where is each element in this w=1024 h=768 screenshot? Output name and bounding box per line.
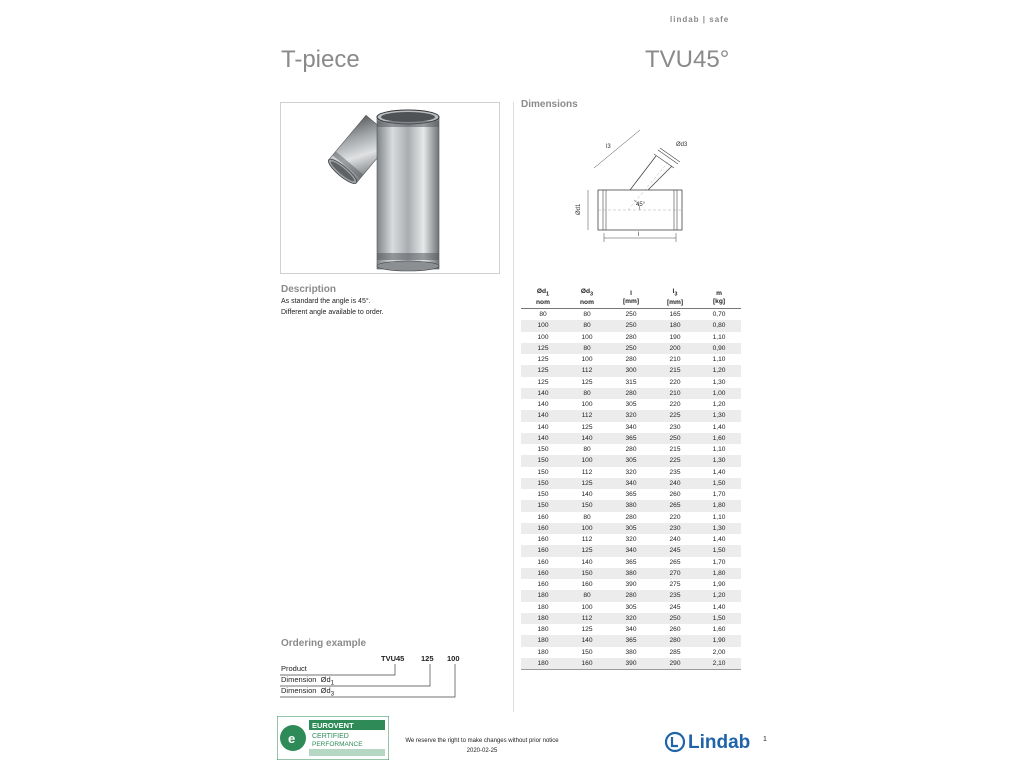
table-cell: 1,50 bbox=[697, 545, 741, 556]
table-cell: 340 bbox=[625, 626, 637, 634]
table-cell: 340 bbox=[609, 545, 653, 556]
table-cell: 290 bbox=[653, 658, 697, 670]
table-cell: 160 bbox=[537, 581, 549, 589]
footer-date: 2020-02-25 bbox=[466, 748, 498, 754]
footer-notice: We reserve the right to make changes without prior notice bbox=[405, 738, 559, 744]
table-row bbox=[521, 433, 741, 444]
table-cell: 305 bbox=[625, 603, 637, 611]
table-row bbox=[521, 557, 741, 568]
table-cell: 140 bbox=[565, 635, 609, 646]
table-row bbox=[521, 309, 741, 321]
table-cell: 250 bbox=[653, 613, 697, 624]
column-divider bbox=[513, 102, 514, 712]
order-code-d1: 125 bbox=[421, 654, 434, 663]
table-cell: 80 bbox=[565, 590, 609, 601]
header-l: l [mm] bbox=[609, 287, 653, 309]
table-cell: 270 bbox=[653, 568, 697, 579]
table-cell: 80 bbox=[565, 343, 609, 354]
table-cell: 125 bbox=[521, 365, 565, 376]
table-cell: 1,60 bbox=[712, 626, 726, 634]
table-cell: 235 bbox=[653, 590, 697, 601]
table-cell: 225 bbox=[653, 455, 697, 466]
table-cell: 150 bbox=[565, 500, 609, 511]
table-cell: 250 bbox=[609, 320, 653, 331]
table-cell: 1,30 bbox=[697, 410, 741, 421]
table-cell: 235 bbox=[669, 468, 681, 476]
table-cell: 160 bbox=[565, 658, 609, 670]
table-cell: 220 bbox=[669, 401, 681, 409]
table-cell: 240 bbox=[669, 536, 681, 544]
table-cell: 140 bbox=[537, 423, 549, 431]
table-cell: 160 bbox=[521, 568, 565, 579]
table-cell: 1,30 bbox=[697, 523, 741, 534]
table-cell: 140 bbox=[537, 401, 549, 409]
order-label-d1: Dimension $Ød_1$ bbox=[281, 675, 335, 687]
table-cell: 305 bbox=[609, 455, 653, 466]
table-cell: 180 bbox=[537, 626, 549, 634]
table-cell: 0,70 bbox=[712, 311, 726, 319]
table-cell: 365 bbox=[609, 433, 653, 444]
table-cell: 1,20 bbox=[712, 401, 726, 409]
table-cell: 305 bbox=[609, 523, 653, 534]
table-row bbox=[521, 332, 741, 343]
table-cell: 1,50 bbox=[697, 478, 741, 489]
description-line-2: Different angle available to order. bbox=[281, 309, 384, 316]
table-cell: 160 bbox=[537, 513, 549, 521]
table-cell: 0,90 bbox=[697, 343, 741, 354]
table-cell: 285 bbox=[669, 648, 681, 656]
table-cell: 80 bbox=[539, 311, 547, 319]
table-cell: 2,00 bbox=[712, 648, 726, 656]
table-cell: 210 bbox=[653, 388, 697, 399]
table-row bbox=[521, 635, 741, 646]
table-cell: 340 bbox=[609, 478, 653, 489]
table-row bbox=[521, 613, 741, 624]
header-l3: $l_3$ [mm] bbox=[653, 287, 697, 309]
table-row bbox=[521, 579, 741, 590]
table-cell: 190 bbox=[669, 333, 681, 341]
table-cell: 1,20 bbox=[697, 590, 741, 601]
table-cell: 140 bbox=[521, 388, 565, 399]
table-cell: 140 bbox=[521, 410, 565, 421]
table-cell: 125 bbox=[521, 343, 565, 354]
table-cell: 280 bbox=[609, 590, 653, 601]
svg-text:PERFORMANCE: PERFORMANCE bbox=[312, 741, 363, 748]
table-cell: 380 bbox=[625, 648, 637, 656]
table-cell: 150 bbox=[521, 478, 565, 489]
table-cell: 150 bbox=[537, 491, 549, 499]
table-cell: 1,80 bbox=[697, 568, 741, 579]
brand-tagline: lindab | safe bbox=[670, 15, 730, 24]
table-cell: 150 bbox=[521, 455, 565, 466]
table-cell: 150 bbox=[565, 568, 609, 579]
table-cell: 125 bbox=[565, 478, 609, 489]
header-d3: $Ød_3$ nom bbox=[565, 287, 609, 309]
table-row bbox=[521, 467, 741, 478]
order-label-product: Product bbox=[281, 664, 307, 673]
table-cell: 380 bbox=[609, 568, 653, 579]
table-cell: 250 bbox=[653, 433, 697, 444]
table-cell: 80 bbox=[565, 388, 609, 399]
table-row bbox=[521, 534, 741, 545]
table-cell: 315 bbox=[625, 378, 637, 386]
table-cell: 200 bbox=[653, 343, 697, 354]
table-cell: 1,00 bbox=[697, 388, 741, 399]
table-cell: 80 bbox=[583, 513, 591, 521]
table-cell: 1,80 bbox=[697, 500, 741, 511]
lindab-logo-icon bbox=[664, 731, 686, 753]
table-cell: 320 bbox=[625, 468, 637, 476]
table-cell: 100 bbox=[521, 320, 565, 331]
table-cell: 365 bbox=[625, 491, 637, 499]
table-cell: 1,70 bbox=[712, 491, 726, 499]
table-cell: 160 bbox=[537, 536, 549, 544]
table-cell: 320 bbox=[609, 613, 653, 624]
table-row bbox=[521, 647, 741, 658]
table-cell: 260 bbox=[669, 491, 681, 499]
table-cell: 180 bbox=[537, 603, 549, 611]
order-code-d3: 100 bbox=[447, 654, 460, 663]
svg-text:e: e bbox=[288, 731, 296, 746]
table-cell: 305 bbox=[625, 401, 637, 409]
table-row bbox=[521, 343, 741, 354]
table-cell: 125 bbox=[537, 378, 549, 386]
order-code-product: TVU45 bbox=[381, 654, 405, 663]
table-cell: 1,50 bbox=[697, 613, 741, 624]
table-cell: 320 bbox=[609, 410, 653, 421]
table-cell: 100 bbox=[581, 356, 593, 364]
table-cell: 100 bbox=[565, 523, 609, 534]
table-cell: 112 bbox=[565, 410, 609, 421]
lindab-logo-text: Lindab bbox=[688, 732, 751, 753]
table-row bbox=[521, 489, 741, 500]
eurovent-badge bbox=[277, 716, 389, 760]
table-row bbox=[521, 568, 741, 579]
table-cell: 280 bbox=[609, 388, 653, 399]
table-cell: 160 bbox=[581, 581, 593, 589]
table-cell: 180 bbox=[537, 648, 549, 656]
table-header-row bbox=[521, 287, 741, 309]
label-l: l bbox=[638, 232, 640, 238]
label-d3: Ød3 bbox=[676, 142, 688, 148]
table-row bbox=[521, 523, 741, 534]
header-m: m [kg] bbox=[697, 287, 741, 309]
table-cell: 280 bbox=[625, 333, 637, 341]
table-row bbox=[521, 590, 741, 601]
description-heading: Description bbox=[281, 284, 337, 295]
table-cell: 100 bbox=[565, 455, 609, 466]
dimensions-heading: Dimensions bbox=[521, 99, 578, 110]
table-cell: 180 bbox=[521, 635, 565, 646]
table-cell: 150 bbox=[581, 648, 593, 656]
table-cell: 140 bbox=[581, 491, 593, 499]
order-label-d3: Dimension $Ød_3$ bbox=[281, 686, 335, 698]
svg-text:EUROVENT: EUROVENT bbox=[312, 721, 354, 730]
table-cell: 80 bbox=[565, 320, 609, 331]
product-photo bbox=[280, 102, 500, 274]
table-cell: 112 bbox=[581, 468, 593, 476]
svg-text:CERTIFIED: CERTIFIED bbox=[312, 733, 349, 740]
label-angle: 45° bbox=[636, 202, 646, 208]
table-row bbox=[521, 455, 741, 466]
table-cell: 265 bbox=[653, 500, 697, 511]
table-cell: 180 bbox=[521, 590, 565, 601]
page-title: T-piece bbox=[281, 46, 360, 73]
table-cell: 100 bbox=[581, 603, 593, 611]
table-cell: 265 bbox=[669, 558, 681, 566]
table-cell: 1,90 bbox=[712, 581, 726, 589]
table-cell: 300 bbox=[609, 365, 653, 376]
table-cell: 250 bbox=[609, 343, 653, 354]
dimension-drawing bbox=[570, 130, 710, 245]
header-d1: $Ød_1$ nom bbox=[521, 287, 565, 309]
table-cell: 240 bbox=[653, 478, 697, 489]
table-cell: 1,30 bbox=[712, 378, 726, 386]
product-photo-illustration bbox=[281, 103, 499, 273]
table-cell: 245 bbox=[669, 603, 681, 611]
table-cell: 1,10 bbox=[712, 446, 726, 454]
table-cell: 2,10 bbox=[697, 658, 741, 670]
table-cell: 150 bbox=[521, 500, 565, 511]
table-cell: 165 bbox=[669, 311, 681, 319]
table-cell: 215 bbox=[653, 365, 697, 376]
table-row bbox=[521, 658, 741, 670]
table-cell: 280 bbox=[625, 446, 637, 454]
table-cell: 260 bbox=[669, 626, 681, 634]
table-cell: 220 bbox=[669, 513, 681, 521]
table-cell: 1,40 bbox=[712, 468, 726, 476]
table-row bbox=[521, 512, 741, 523]
table-cell: 230 bbox=[653, 523, 697, 534]
table-row bbox=[521, 444, 741, 455]
product-code: TVU45° bbox=[645, 46, 730, 73]
table-cell: 380 bbox=[609, 500, 653, 511]
table-cell: 112 bbox=[565, 365, 609, 376]
table-cell: 1,60 bbox=[697, 433, 741, 444]
table-cell: 215 bbox=[669, 446, 681, 454]
table-cell: 180 bbox=[521, 658, 565, 670]
table-cell: 140 bbox=[581, 558, 593, 566]
table-cell: 1,40 bbox=[712, 423, 726, 431]
table-row bbox=[521, 399, 741, 410]
table-row bbox=[521, 624, 741, 635]
table-cell: 280 bbox=[653, 635, 697, 646]
table-cell: 0,80 bbox=[697, 320, 741, 331]
table-cell: 390 bbox=[609, 658, 653, 670]
table-cell: 80 bbox=[583, 311, 591, 319]
table-row bbox=[521, 354, 741, 365]
table-cell: 225 bbox=[653, 410, 697, 421]
table-cell: 125 bbox=[581, 626, 593, 634]
table-row bbox=[521, 388, 741, 399]
table-row bbox=[521, 500, 741, 511]
table-cell: 150 bbox=[537, 446, 549, 454]
table-cell: 160 bbox=[521, 545, 565, 556]
table-cell: 150 bbox=[537, 468, 549, 476]
table-cell: 125 bbox=[581, 378, 593, 386]
table-row bbox=[521, 422, 741, 433]
table-cell: 365 bbox=[609, 635, 653, 646]
eurovent-logo-icon bbox=[277, 716, 389, 760]
table-cell: 160 bbox=[537, 558, 549, 566]
label-l3: l3 bbox=[606, 144, 611, 150]
table-cell: 220 bbox=[669, 378, 681, 386]
table-row bbox=[521, 602, 741, 613]
table-cell: 275 bbox=[669, 581, 681, 589]
table-cell: 210 bbox=[669, 356, 681, 364]
table-cell: 1,10 bbox=[712, 356, 726, 364]
table-cell: 1,70 bbox=[712, 558, 726, 566]
table-cell: 340 bbox=[625, 423, 637, 431]
table-cell: 1,90 bbox=[697, 635, 741, 646]
table-cell: 100 bbox=[537, 333, 549, 341]
table-cell: 140 bbox=[565, 433, 609, 444]
label-d1: Ød1 bbox=[576, 203, 582, 215]
table-cell: 230 bbox=[669, 423, 681, 431]
table-cell: 112 bbox=[565, 613, 609, 624]
table-cell: 100 bbox=[581, 401, 593, 409]
table-cell: 100 bbox=[581, 333, 593, 341]
table-cell: 125 bbox=[537, 356, 549, 364]
table-row bbox=[521, 410, 741, 421]
table-row bbox=[521, 365, 741, 376]
table-cell: 180 bbox=[653, 320, 697, 331]
table-cell: 245 bbox=[653, 545, 697, 556]
dimensions-table bbox=[521, 287, 741, 670]
table-cell: 125 bbox=[565, 545, 609, 556]
table-cell: 280 bbox=[625, 356, 637, 364]
ordering-heading: Ordering example bbox=[281, 638, 367, 649]
table-cell: 250 bbox=[625, 311, 637, 319]
table-cell: 1,30 bbox=[697, 455, 741, 466]
table-cell: 160 bbox=[521, 523, 565, 534]
table-cell: 80 bbox=[583, 446, 591, 454]
page-number: 1 bbox=[763, 736, 767, 743]
table-cell: 125 bbox=[581, 423, 593, 431]
table-cell: 1,10 bbox=[712, 513, 726, 521]
table-row bbox=[521, 377, 741, 388]
table-row bbox=[521, 320, 741, 331]
table-cell: 280 bbox=[625, 513, 637, 521]
table-row bbox=[521, 545, 741, 556]
table-cell: 140 bbox=[521, 433, 565, 444]
table-body bbox=[521, 309, 741, 670]
table-cell: 1,40 bbox=[712, 603, 726, 611]
table-row bbox=[521, 478, 741, 489]
table-cell: 112 bbox=[581, 536, 593, 544]
table-cell: 365 bbox=[625, 558, 637, 566]
table-cell: 180 bbox=[521, 613, 565, 624]
table-cell: 320 bbox=[625, 536, 637, 544]
table-cell: 1,40 bbox=[712, 536, 726, 544]
table-cell: 1,10 bbox=[712, 333, 726, 341]
description-line-1: As standard the angle is 45°. bbox=[281, 298, 371, 305]
table-cell: 390 bbox=[625, 581, 637, 589]
table-cell: 1,20 bbox=[697, 365, 741, 376]
